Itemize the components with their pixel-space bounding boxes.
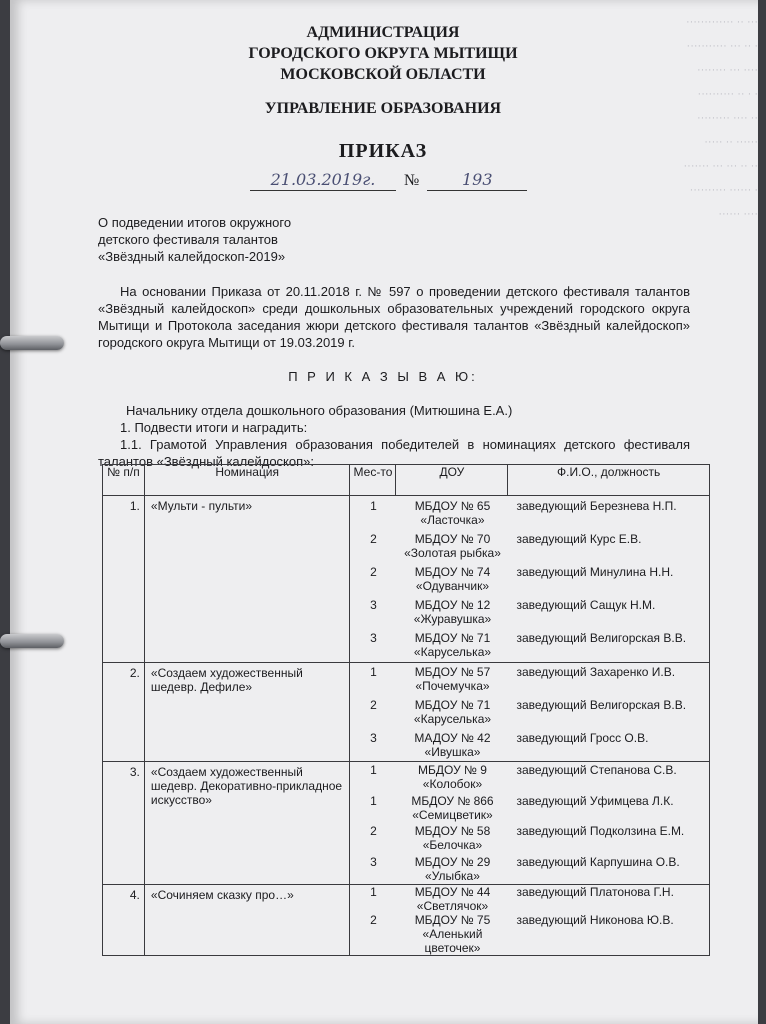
award-entry [350, 665, 709, 693]
award-entry [350, 532, 709, 560]
person-name: заведующий Гросс О.В. [516, 730, 649, 745]
place-value: 2 [370, 564, 377, 579]
person-name: заведующий Велигорская В.В. [516, 697, 687, 712]
award-entry [350, 855, 709, 883]
entries-cell [350, 762, 710, 885]
place-value: 3 [370, 631, 377, 646]
row-number: 1. [103, 496, 145, 663]
place-value: 2 [370, 913, 377, 927]
place-value: 3 [370, 854, 377, 869]
place-value: 1 [370, 885, 377, 899]
award-entry [350, 885, 709, 913]
bleed-through-text: ············· ·· ··· ··········· ··· ·· · ········ ··· ···· ·········· ·· · · ········· ···· ·· ····· ·· ······ ······· ··· ··· ·· ·· ·········· ······ · ······ ···· [683, 16, 758, 220]
award-entry [350, 731, 709, 759]
dou-name: МБДОУ № 9 «Колобок» [418, 763, 487, 792]
person-name: заведующий Степанова С.В. [516, 763, 677, 778]
dou-name: МБДОУ № 74 «Одуванчик» [414, 564, 491, 593]
basis-paragraph: На основании Приказа от 20.11.2018 г. № 597 о проведении детского фестиваля талантов «Звёздный калейдоскоп» среди дошкольных образовательных учреждений городского округа Мытищи и Протокола заседания жюри детского фестиваля талантов «Звёздный калейдоскоп» городского округа Мытищи от 19.03.2019 г. [98, 284, 690, 350]
place-value: 2 [370, 531, 377, 546]
place-value: 3 [370, 730, 377, 745]
award-entry [350, 794, 709, 822]
dou-name: МБДОУ № 29 «Улыбка» [414, 854, 491, 883]
person-name: заведующий Курс Е.В. [516, 531, 642, 546]
dou-name: МБДОУ № 44 «Светлячок» [414, 885, 491, 913]
entries-cell [350, 496, 710, 663]
place-value: 1 [370, 763, 377, 778]
person-name: заведующий Подколзина Е.М. [516, 824, 685, 839]
person-name: заведующий Уфимцева Л.К. [516, 793, 674, 808]
entries-cell [350, 663, 710, 762]
instruction-3: 1.1. Грамотой Управления образования победителей в номинациях детского фестиваля талантов «Звёздный калейдоскоп»: [98, 437, 690, 469]
dou-name: МАДОУ № 42 «Ивушка» [414, 730, 491, 759]
binder-ring-bottom [0, 634, 64, 648]
dou-name: МБДОУ № 57 «Почемучка» [414, 665, 491, 694]
nomination-cell: «Сочиняем сказку про…» [144, 885, 350, 956]
table-row [103, 663, 710, 762]
dou-name: МБДОУ № 866 «Семицветик» [411, 793, 494, 822]
header-place: Мес-то [350, 465, 396, 496]
document-type: ПРИКАЗ [338, 140, 428, 162]
department-title: УПРАВЛЕНИЕ ОБРАЗОВАНИЯ [264, 100, 502, 117]
person-name: заведующий Захаренко И.В. [516, 665, 676, 680]
award-entry [350, 824, 709, 852]
table-row [103, 762, 710, 885]
nomination-cell: «Создаем художественный шедевр. Декоративно-прикладное искусство» [144, 762, 350, 885]
handwritten-date: 21.03.2019г. [270, 170, 376, 189]
table-row [103, 496, 710, 663]
award-entry [350, 598, 709, 626]
instruction-2: 1. Подвести итоги и наградить: [120, 420, 308, 435]
person-name: заведующий Березнева Н.П. [516, 498, 677, 513]
award-entry [350, 763, 709, 791]
place-value: 1 [370, 665, 377, 680]
table-header-row [103, 465, 710, 496]
header-number: № п/п [103, 465, 145, 496]
dou-name: МБДОУ № 58 «Белочка» [414, 824, 491, 853]
row-number: 2. [103, 663, 145, 762]
row-number: 3. [103, 762, 145, 885]
person-name: заведующий Минулина Н.Н. [516, 564, 674, 579]
header-nomination: Номинация [144, 465, 350, 496]
award-entry [350, 565, 709, 593]
person-name: заведующий Сащук Н.М. [516, 598, 656, 613]
place-value: 2 [370, 824, 377, 839]
handwritten-number: 193 [461, 170, 493, 189]
dou-name: МБДОУ № 71 «Каруселька» [413, 631, 492, 660]
person-name: заведующий Платонова Г.Н. [516, 885, 674, 899]
binder-ring-top [0, 336, 64, 350]
person-name: заведующий Велигорская В.В. [516, 631, 687, 646]
winners-table [102, 464, 710, 956]
table-row [103, 885, 710, 956]
dou-name: МБДОУ № 70 «Золотая рыбка» [404, 531, 501, 560]
date-number-line [250, 170, 550, 191]
order-word: П Р И К А З Ы В А Ю: [288, 369, 478, 384]
award-entry [350, 499, 709, 527]
dou-name: МБДОУ № 12 «Журавушка» [413, 598, 492, 627]
nomination-cell: «Создаем художественный шедевр. Дефиле» [144, 663, 350, 762]
person-name: заведующий Карпушина О.В. [516, 854, 680, 869]
place-value: 1 [370, 793, 377, 808]
header-person: Ф.И.О., должность [508, 465, 710, 496]
nomination-cell: «Мульти - пульти» [144, 496, 350, 663]
number-label: № [404, 172, 420, 189]
award-entry [350, 698, 709, 726]
award-entry [350, 631, 709, 659]
dou-name: МБДОУ № 65 «Ласточка» [414, 498, 491, 527]
place-value: 1 [370, 498, 377, 513]
entries-cell [350, 885, 710, 956]
header-dou: ДОУ [396, 465, 508, 496]
dou-name: МБДОУ № 71 «Каруселька» [413, 697, 492, 726]
award-entry [350, 913, 709, 955]
place-value: 3 [370, 598, 377, 613]
person-name: заведующий Никонова Ю.В. [516, 913, 674, 927]
row-number: 4. [103, 885, 145, 956]
organization-header: АДМИНИСТРАЦИЯ ГОРОДСКОГО ОКРУГА МЫТИЩИ МОСКОВСКОЙ ОБЛАСТИ [248, 24, 518, 83]
place-value: 2 [370, 697, 377, 712]
dou-name: МБДОУ № 75 «Аленький цветочек» [414, 913, 491, 955]
instruction-1: Начальнику отдела дошкольного образования (Митюшина Е.А.) [126, 403, 513, 418]
order-subject: О подведении итогов окружного детского фестиваля талантов «Звёздный калейдоскоп-2019» [98, 215, 292, 264]
